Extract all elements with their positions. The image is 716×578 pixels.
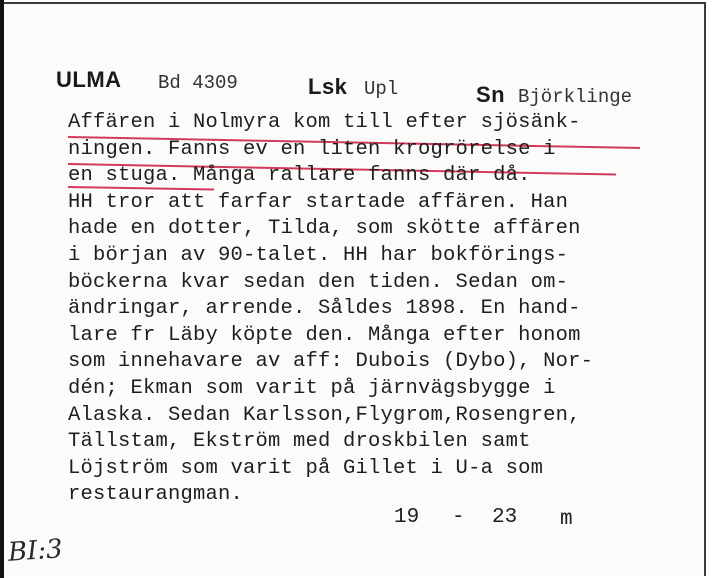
body-line: dén; Ekman som varit på järnvägsbygge i [68,376,556,400]
body-line: Affären i Nolmyra kom till efter sjösänk- [68,111,581,134]
handwritten-note: BI:3 [7,534,64,568]
body-line: som innehavare av aff: Dubois (Dybo), Nor- [68,350,594,374]
body-line: Löjström som varit på Gillet i U-a som [68,456,544,480]
footer-year: 23 [492,506,518,529]
footer-unit: m [560,508,573,531]
body-line: Alaska. Sedan Karlsson,Flygrom,Rosengren, [68,403,581,427]
footer-day: 19 [394,506,420,529]
body-line: Tällstam, Ekström med droskbilen samt [68,430,531,454]
body-line: hade en dotter, Tilda, som skötte affären [68,217,581,241]
body-line: ningen. Fanns ev en liten krogrörelse i [68,137,556,161]
footer-dash: - [452,506,465,529]
socken-label: Sn [476,82,506,107]
archive-code: ULMA [56,67,122,92]
body-line: en stuga. Många rallare fanns där då. [68,164,531,188]
landskap-label: Lsk [308,74,348,99]
body-line: i början av 90-talet. HH har bokförings- [68,243,569,267]
body-line: ändringar, arrende. Såldes 1898. En hand- [68,297,581,321]
body-line: restaurangman. [68,483,244,507]
card-body-text [68,110,678,509]
socken-value: Björklinge [518,86,633,108]
body-line: HH tror att farfar startade affären. Han [68,190,569,214]
record-number: Bd 4309 [158,72,238,94]
body-line: böckerna kvar sedan den tiden. Sedan om- [68,270,569,294]
body-line: lare fr Läby köpte den. Många efter honom [68,323,581,347]
landskap-value: Upl [364,78,399,100]
